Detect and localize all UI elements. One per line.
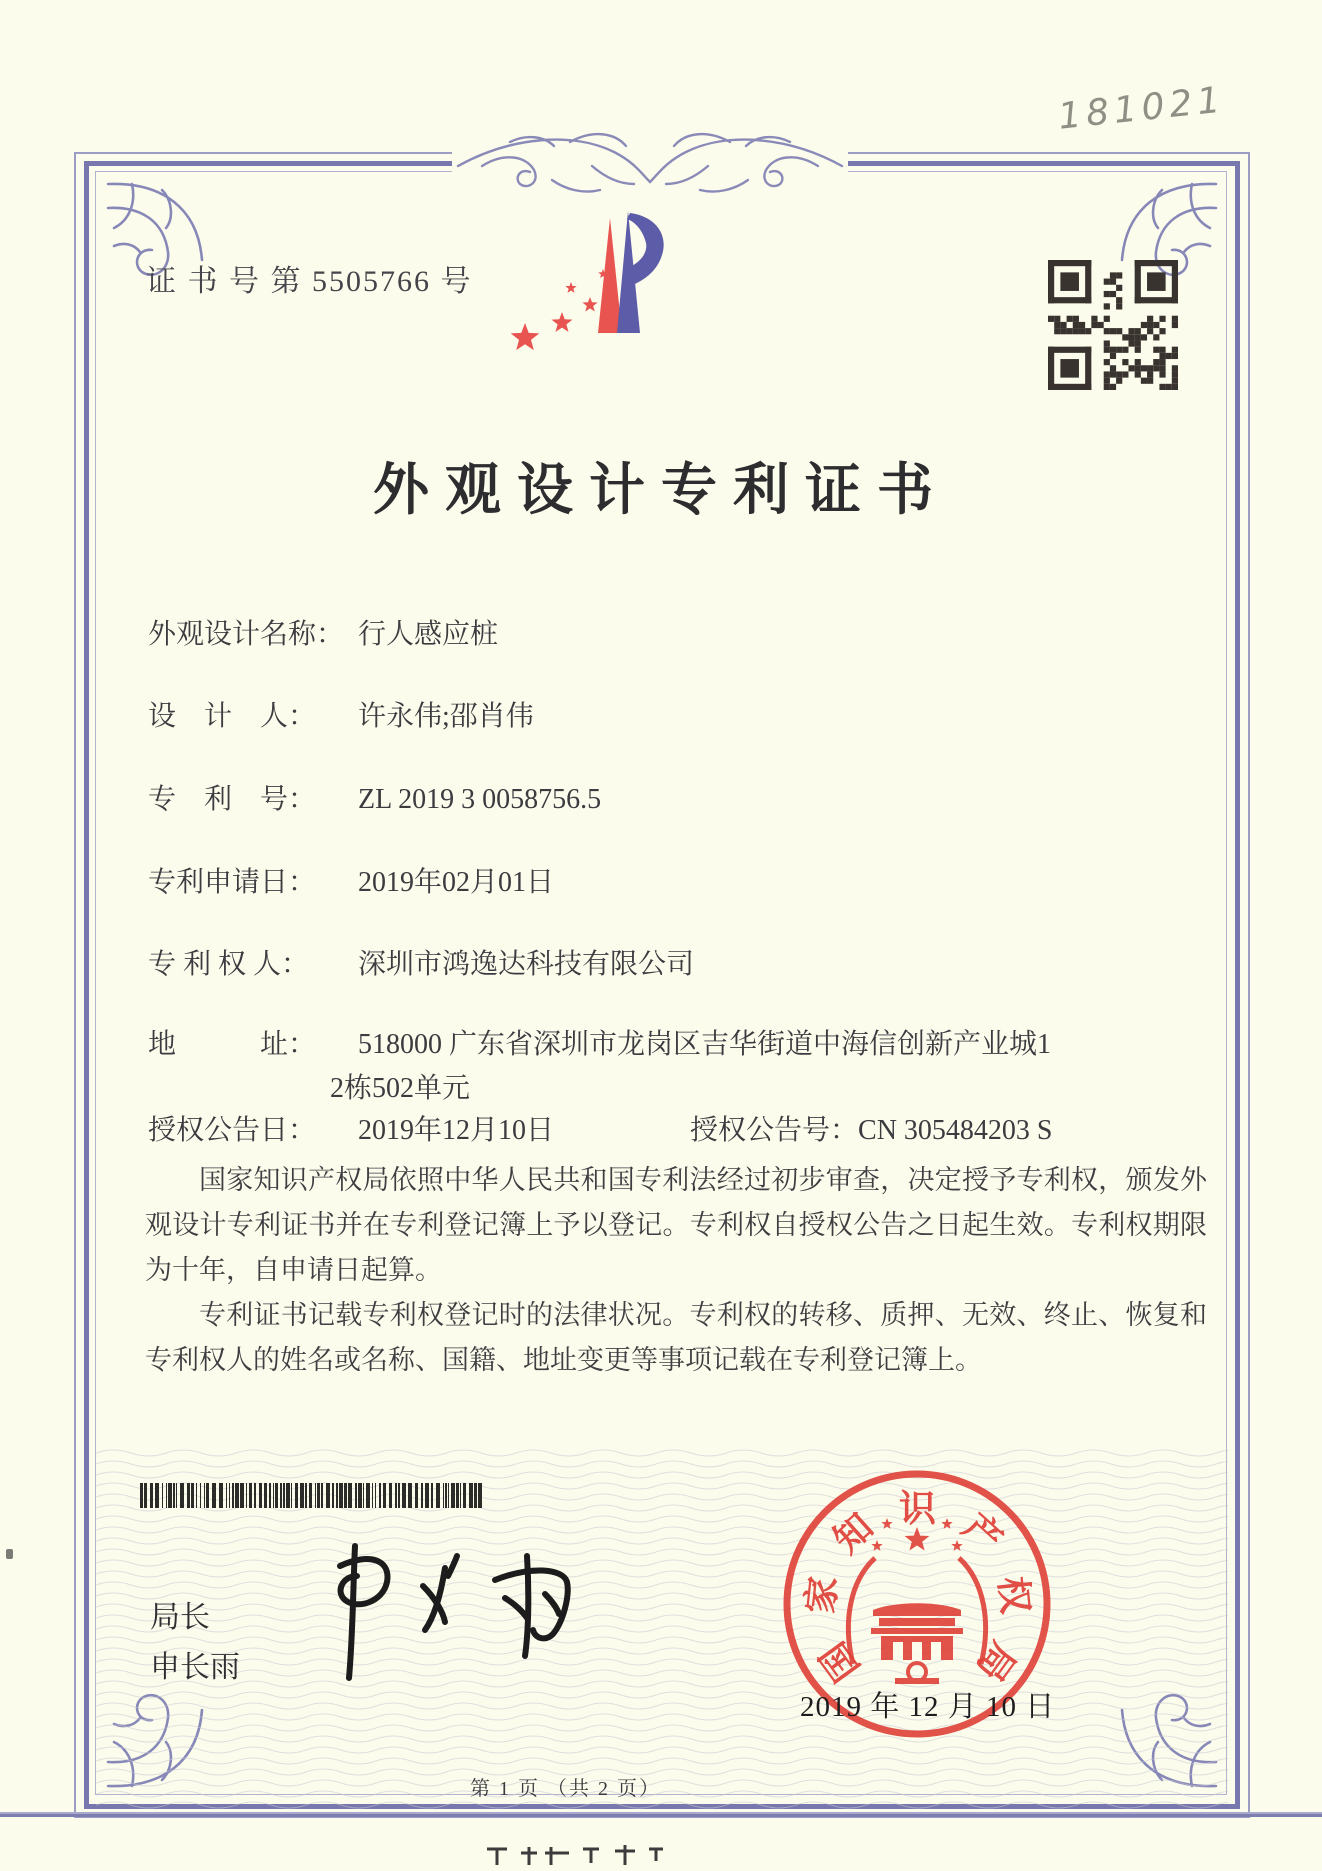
field-patentee <box>148 942 694 982</box>
field-label: 专利申请日： <box>148 867 317 898</box>
legal-paragraph-2: 专利证书记载专利权登记时的法律状况。专利权的转移、质押、无效、终止、恢复和专利权人的姓名或名称、国籍、地址变更等事项记载在专利登记簿上。 <box>145 1300 1207 1375</box>
qr-code <box>1048 260 1178 395</box>
field-label: 授权公告号： <box>690 1115 859 1146</box>
barcode <box>140 1483 485 1508</box>
field-grant-number <box>690 1108 1052 1148</box>
field-value: CN 305484203 S <box>858 1115 1053 1146</box>
field-value: 2019年02月01日 <box>358 867 555 898</box>
certificate-number: 证 书 号 第 5505766 号 <box>146 265 473 298</box>
commissioner-signature <box>295 1538 595 1713</box>
seal-char: 产 <box>953 1505 1009 1562</box>
field-grant-date <box>148 1108 554 1148</box>
seal-char: 知 <box>826 1505 882 1562</box>
legal-text <box>145 1158 1207 1383</box>
field-value: 2019年12月10日 <box>358 1115 555 1146</box>
field-value: ZL 2019 3 0058756.5 <box>358 784 602 815</box>
legal-paragraph-1: 国家知识产权局依照中华人民共和国专利法经过初步审查，决定授予专利权，颁发外观设计专利证书并在专利登记簿上予以登记。专利权自授权公告之日起生效。专利权期限为十年，自申请日起算。 <box>145 1165 1207 1285</box>
field-value: 行人感应桩 <box>358 619 499 650</box>
seal-date: 2019 年 12 月 10 日 <box>800 1691 1056 1723</box>
field-label: 地 址： <box>148 1029 317 1060</box>
field-label: 设 计 人： <box>148 701 317 732</box>
seal-char: 权 <box>990 1573 1035 1616</box>
field-value: 许永伟;邵肖伟 <box>358 701 534 732</box>
field-value: 深圳市鸿逸达科技有限公司 <box>358 949 695 980</box>
field-label: 专 利 号： <box>148 784 317 815</box>
field-address <box>148 1022 1051 1062</box>
page-bottom-rule <box>0 1812 1322 1817</box>
page-number: 第 1 页 （共 2 页） <box>470 1778 661 1800</box>
field-label: 专 利 权 人： <box>148 949 310 980</box>
field-address-line2: 2栋502单元 <box>330 1073 471 1104</box>
field-label: 授权公告日： <box>148 1115 317 1146</box>
clipped-next-page-text <box>483 1843 668 1869</box>
commissioner-name: 申长雨 <box>150 1651 240 1684</box>
seal-char: 局 <box>967 1633 1023 1688</box>
field-design-name <box>148 612 498 652</box>
cnipa-logo-icon <box>470 203 670 358</box>
seal-char: 国 <box>812 1633 868 1688</box>
field-designer <box>148 694 534 734</box>
seal-char: 家 <box>800 1573 845 1616</box>
top-ornament-background <box>452 118 848 210</box>
handwritten-note: 181021 <box>1056 79 1228 138</box>
stray-mark <box>6 1549 13 1559</box>
field-patent-number <box>148 777 601 817</box>
field-filing-date <box>148 860 554 900</box>
top-scroll-ornament-icon <box>452 118 848 210</box>
field-label: 外观设计名称： <box>148 619 345 650</box>
field-value: 518000 广东省深圳市龙岗区吉华街道中海信创新产业城1 <box>358 1029 1052 1060</box>
page-title: 外观设计专利证书 <box>373 460 949 522</box>
seal-char: 识 <box>899 1488 936 1530</box>
commissioner-label: 局长 <box>150 1601 210 1634</box>
